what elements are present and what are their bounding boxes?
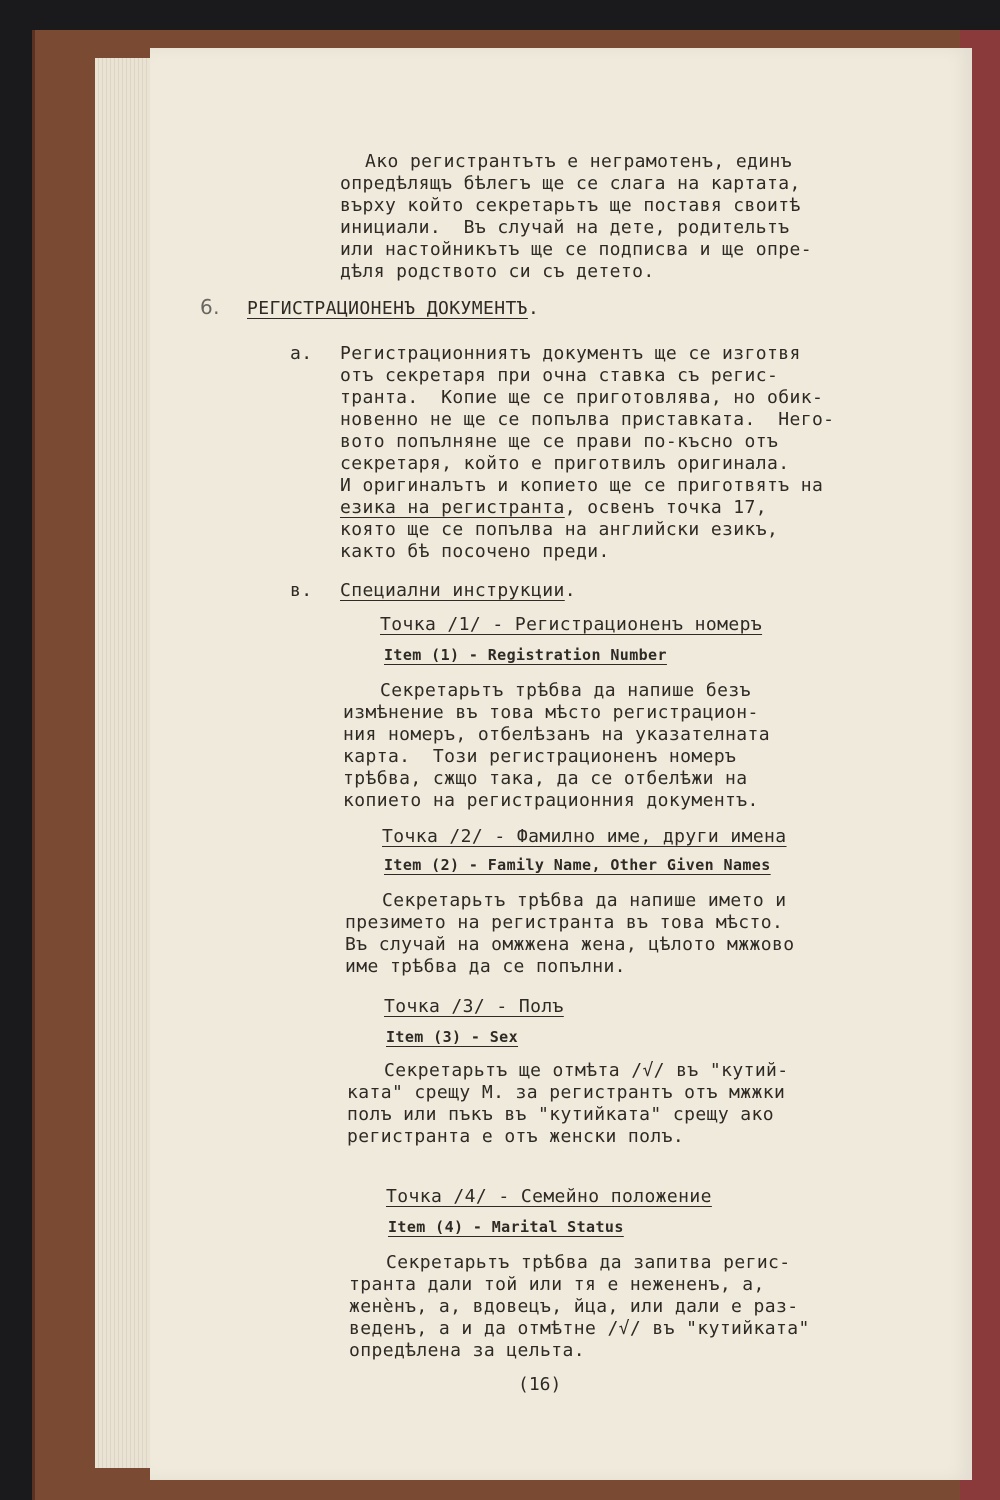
page-number: (16) <box>518 1374 562 1395</box>
item-heading: Точка /1/ - Регистрационенъ номеръ <box>380 614 763 635</box>
para-a-line: И оригиналътъ и копието ще се приготвятъ на <box>340 475 824 496</box>
item-line: Въ случай на омжжена жена, цѣлото мжжово <box>345 934 795 955</box>
para-b-title <box>340 580 576 602</box>
section-title <box>247 298 539 320</box>
section-title-text: РЕГИСТРАЦИОНЕНЪ ДОКУМЕНТЪ <box>247 298 528 319</box>
intro-line: или настойникътъ ще се подписва и ще опре- <box>340 239 812 260</box>
item-heading-en: Item (3) - Sex <box>386 1028 519 1046</box>
item-heading: Точка /3/ - Полъ <box>384 996 564 1017</box>
item-line: Секретарьтъ ще отмѣта /√/ въ "кутий- <box>384 1060 789 1081</box>
item-line: опредѣлена за цельта. <box>349 1340 585 1361</box>
item-line: измѣнение въ това мѣсто регистрацион- <box>343 702 759 723</box>
section-title-end: . <box>527 298 540 319</box>
para-a-line: Регистрационниятъ документъ ще се изготвя <box>340 343 801 364</box>
para-a-label: а. <box>290 343 313 364</box>
para-a-line: която ще се попълва на английски езикъ, <box>340 519 779 540</box>
para-a-line: вото попълняне ще се прави по-късно отъ <box>340 431 779 452</box>
item-line: копието на регистрационния документъ. <box>343 790 759 811</box>
intro-line: върху който секретарьтъ ще поставя своитѣ <box>340 195 801 216</box>
para-a-line8-rest: , освенъ точка 17, <box>564 497 768 518</box>
para-a-line: новенно не ще се попълва приставката. Него- <box>340 409 835 430</box>
item-heading-en: Item (1) - Registration Number <box>384 646 667 664</box>
item-line: Секретарьтъ трѣбва да запитва регис- <box>386 1252 791 1273</box>
para-a-line: секретаря, който е приготвилъ оригинала. <box>340 453 790 474</box>
item-line: женѐнъ, а, вдовецъ, йца, или дали е раз- <box>349 1296 799 1317</box>
section-number: 6. <box>200 295 220 319</box>
intro-line: инициали. Въ случай на дете, родительтъ <box>340 217 790 238</box>
item-line: ката" срещу М. за регистрантъ отъ мжжки <box>347 1082 786 1103</box>
para-a-underlined: езика на регистранта <box>340 497 565 518</box>
item-line: регистранта е отъ женски полъ. <box>347 1126 685 1147</box>
para-b-label: в. <box>290 580 313 601</box>
intro-line: опредѣлящъ бѣлегъ ще се слага на картата, <box>340 173 801 194</box>
item-line: ния номеръ, отбелѣзанъ на указателната <box>343 724 771 745</box>
item-line: веденъ, а и да отмѣтне /√/ въ "кутийката" <box>349 1318 810 1339</box>
item-heading: Точка /4/ - Семейно положение <box>386 1186 712 1207</box>
item-line: трѣбва, сжщо така, да се отбелѣжи на <box>343 768 748 789</box>
item-heading: Точка /2/ - Фамилно име, други имена <box>382 826 787 847</box>
item-heading-en: Item (4) - Marital Status <box>388 1218 624 1236</box>
intro-line: дѣля родството си съ детето. <box>340 261 655 282</box>
item-line: карта. Този регистрационенъ номеръ <box>343 746 737 767</box>
para-a-line: както бѣ посочено преди. <box>340 541 610 562</box>
para-b-title-end: . <box>564 580 576 601</box>
item-line: Секретарьтъ трѣбва да напише безъ <box>380 680 751 701</box>
item-line: презимето на регистранта въ това мѣсто. <box>345 912 784 933</box>
para-a-line <box>340 497 767 519</box>
document-page <box>150 48 972 1480</box>
para-a-line: транта. Копие ще се приготовлява, но обик- <box>340 387 824 408</box>
para-b-title-text: Специални инструкции <box>340 580 565 601</box>
para-a-line: отъ секретаря при очна ставка съ регис- <box>340 365 779 386</box>
item-line: име трѣбва да се попълни. <box>345 956 626 977</box>
intro-line: Ако регистрантътъ е неграмотенъ, единъ <box>365 151 793 172</box>
item-line: транта дали той или тя е нежененъ, а, <box>349 1274 765 1295</box>
page-edges <box>95 58 155 1468</box>
item-line: Секретарьтъ трѣбва да напише името и <box>382 890 787 911</box>
item-line: полъ или пъкъ въ "кутийката" срещу ако <box>347 1104 775 1125</box>
item-heading-en: Item (2) - Family Name, Other Given Names <box>384 856 771 874</box>
